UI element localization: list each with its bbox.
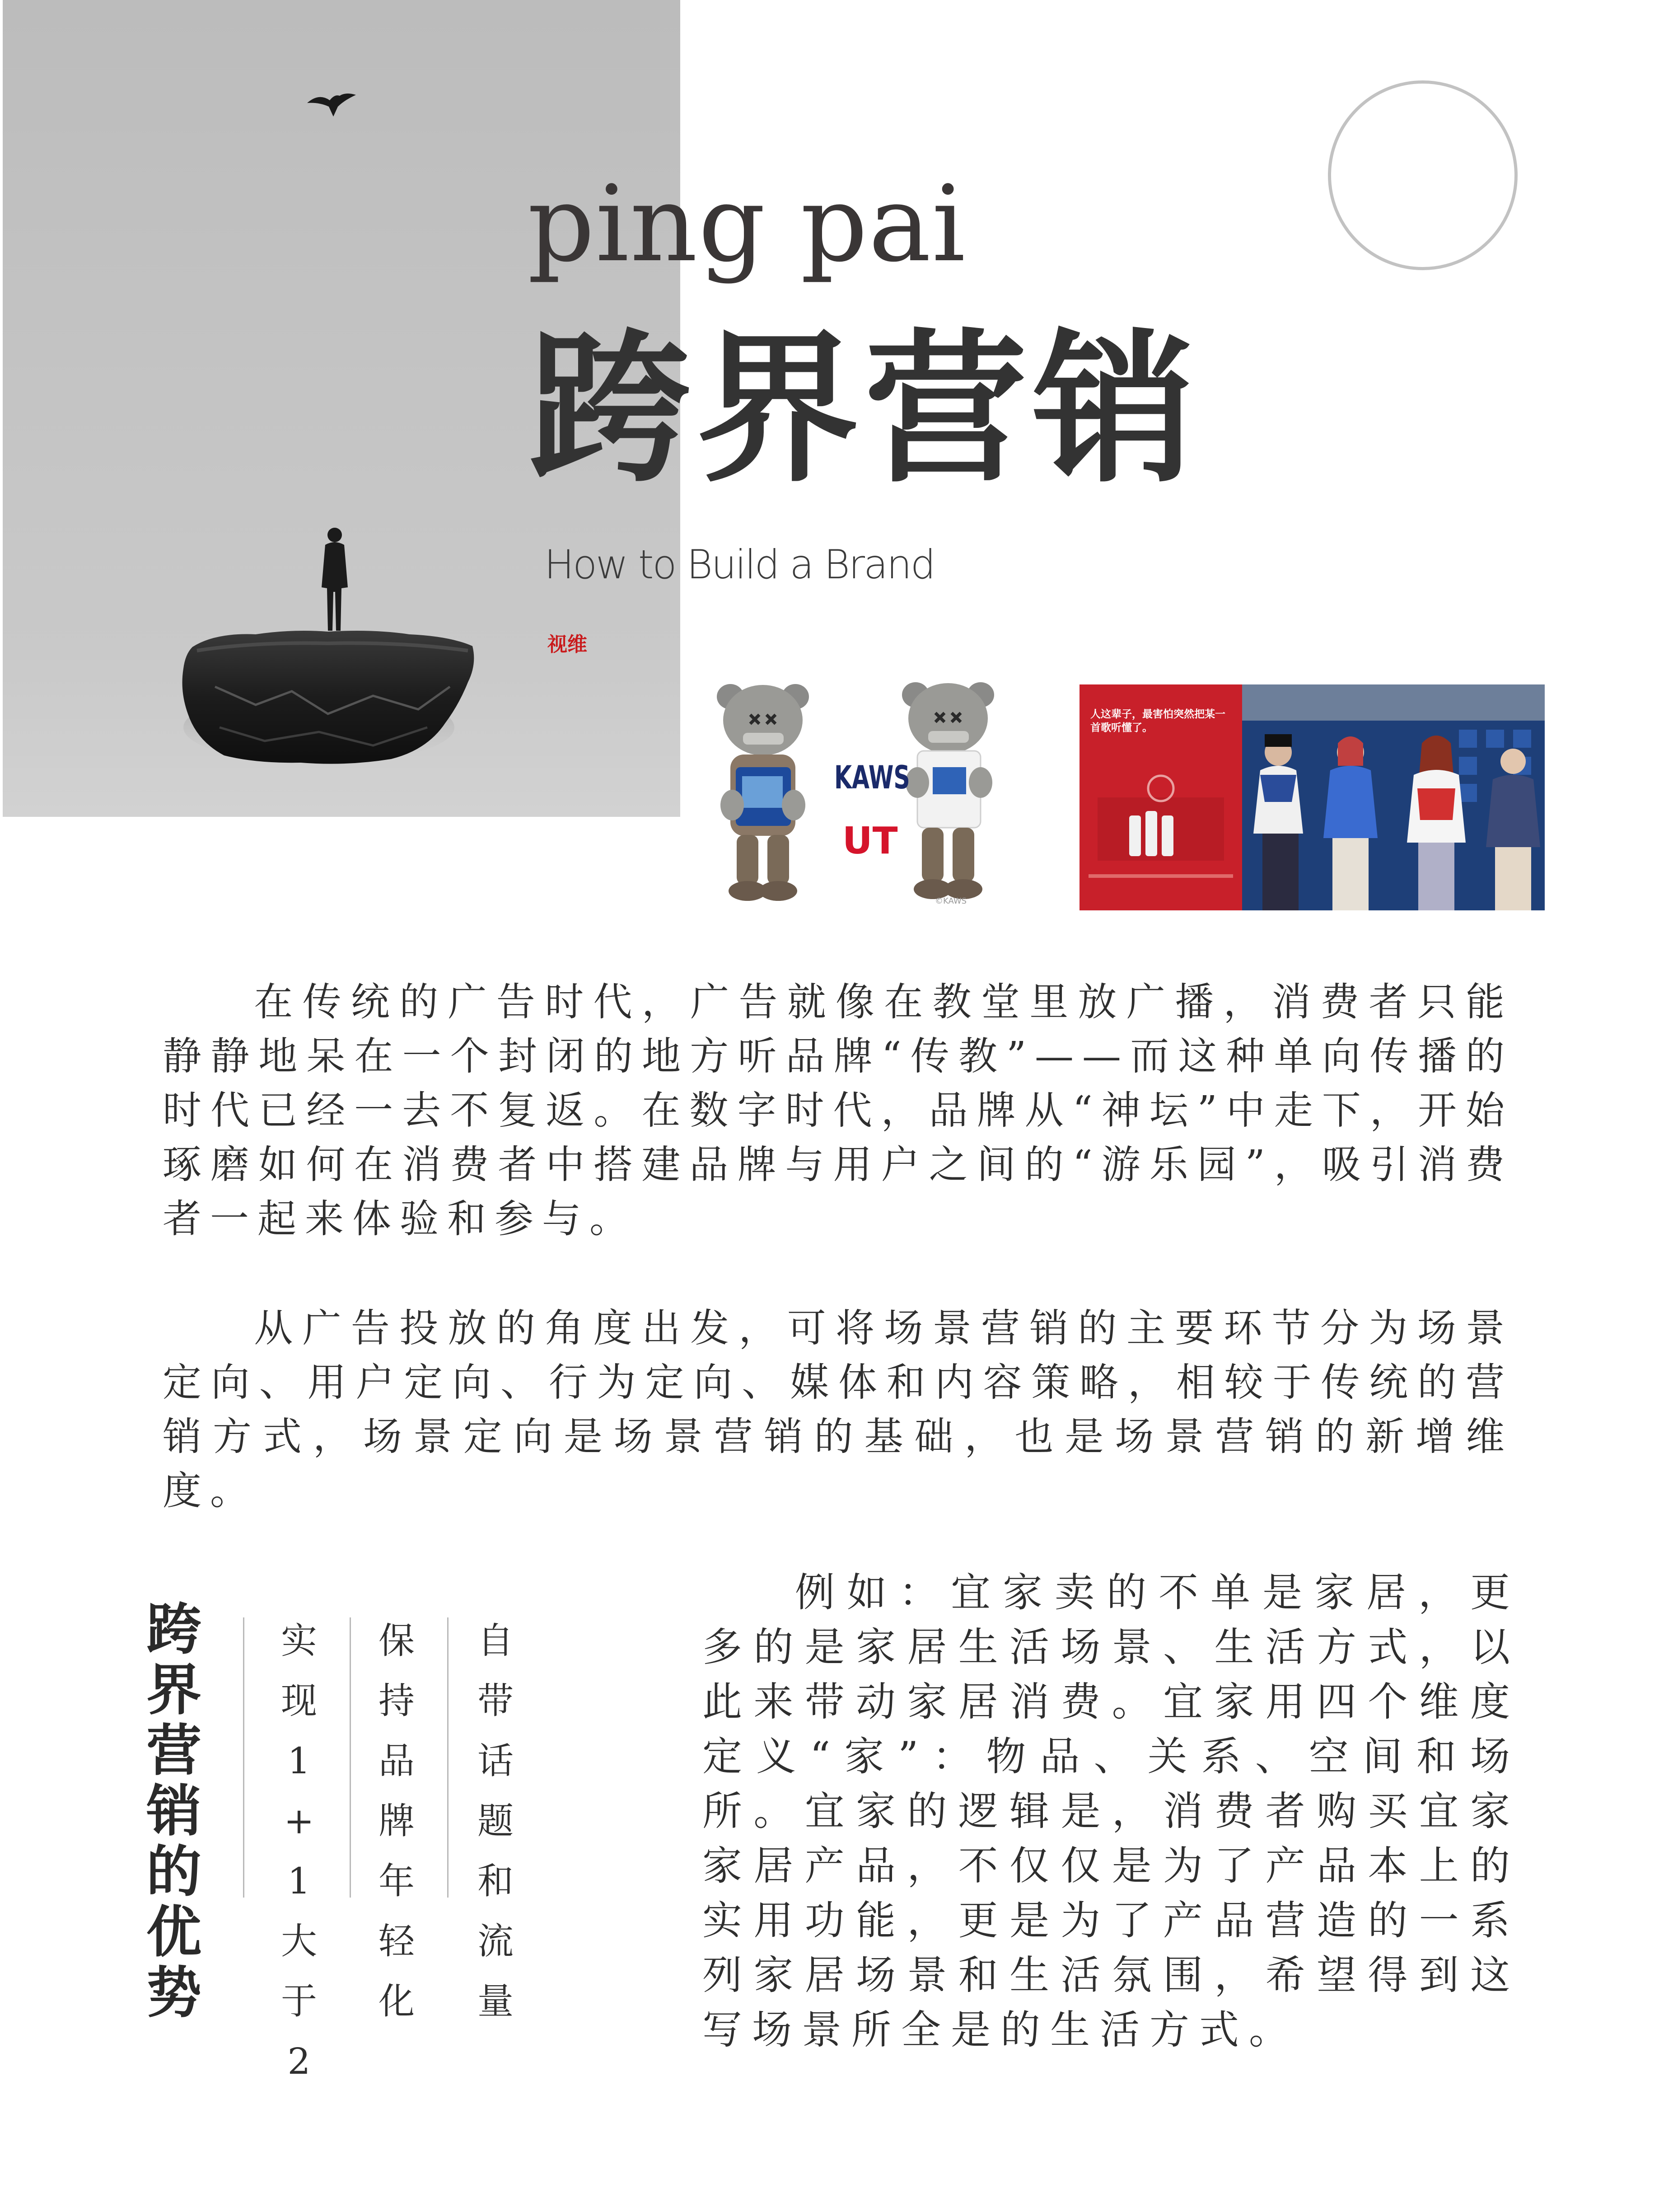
vertical-char: 1 — [287, 1860, 311, 1902]
vertical-char: 化 — [379, 1980, 415, 2022]
vertical-char: 年 — [379, 1860, 415, 1902]
kaws-figure-left — [717, 684, 809, 901]
vertical-char: 带 — [477, 1680, 514, 1722]
vertical-char: 品 — [379, 1740, 415, 1782]
vertical-char: 保 — [379, 1620, 415, 1662]
example-paragraph-text: 例如：宜家卖的不单是家居，更多的是家居生活场景、生活方式，以此来带动家居消费。宜家用四个维度定义“家”：物品、关系、空间和场所。宜家的逻辑是，消费者购买宜家家居产品，不仅仅是为了产品本上的实用功能，更是为了产品营造的一系列家居场景和生活氛围，希望得到这写场景所全是的生活方式。 — [702, 1569, 1520, 2053]
vertical-char: 话 — [477, 1740, 514, 1782]
paragraph-2-text: 从广告投放的角度出发，可将场景营销的主要环节分为场景定向、用户定向、行为定向、媒体和内容策略，相较于传统的营销方式，场景定向是场景营销的基础，也是场景营销的新增维度。 — [163, 1306, 1513, 1514]
vertical-char: 2 — [287, 2040, 311, 2082]
vertical-char: 跨 — [146, 1598, 201, 1662]
example-paragraph — [702, 1565, 1520, 2057]
vertical-char: 轻 — [379, 1920, 415, 1962]
kaws-ut-image — [707, 679, 1032, 914]
store-display-image — [1080, 684, 1545, 910]
vertical-char: 势 — [146, 1961, 201, 2025]
advantage-column-2 — [369, 1611, 424, 2031]
vertical-char: 题 — [477, 1800, 514, 1842]
vertical-char: 1 — [287, 1740, 311, 1782]
decorative-circle — [1328, 80, 1518, 270]
pinyin-title: ping pai — [528, 163, 967, 285]
vertical-char: 界 — [146, 1658, 201, 1722]
vertical-char: 牌 — [379, 1800, 415, 1842]
vertical-char: + — [284, 1800, 314, 1842]
vertical-char: 持 — [379, 1680, 415, 1722]
subtitle: How to Build a Brand — [544, 541, 935, 588]
column-divider — [350, 1617, 351, 1898]
paragraph-1-text: 在传统的广告时代，广告就像在教堂里放广播，消费者只能静静地呆在一个封闭的地方听品牌“传教”——而这种单向传播的时代已经一去不复返。在数字时代，品牌从“神坛”中走下，开始琢磨如何在消费者中搭建品牌与用户之间的“游乐园”，吸引消费者一起来体验和参与。 — [163, 979, 1513, 1242]
vertical-char: 自 — [477, 1620, 514, 1662]
kaws-label: KAWS — [834, 759, 910, 796]
vertical-char: 量 — [477, 1980, 514, 2022]
vertical-char: 大 — [281, 1920, 317, 1962]
kaws-figure-right — [902, 682, 994, 899]
ut-label: UT — [842, 820, 898, 862]
column-divider — [447, 1617, 449, 1898]
vertical-char: 于 — [281, 1980, 317, 2022]
kaws-figures-illustration — [707, 679, 1032, 914]
bird-icon — [307, 94, 356, 117]
vertical-char: 流 — [477, 1920, 514, 1962]
brand-mark: 视维 — [547, 633, 587, 656]
advantage-column-1 — [272, 1611, 326, 2091]
vertical-char: 现 — [281, 1680, 317, 1722]
vertical-char: 和 — [477, 1860, 514, 1902]
paragraph-1 — [163, 975, 1513, 1246]
poster-text: 人这辈子，最害怕突然把某一首歌听懂了。 — [1090, 708, 1225, 734]
advantages-heading — [142, 1599, 206, 2023]
paragraph-2 — [163, 1301, 1513, 1518]
vertical-char: 的 — [146, 1840, 201, 1904]
page-title: 跨界营销 — [528, 313, 1201, 504]
vertical-char: 销 — [146, 1779, 201, 1843]
vertical-char: 优 — [146, 1900, 201, 1964]
kaws-credit: ©KAWS — [935, 896, 967, 906]
advantage-column-3 — [468, 1611, 523, 2031]
column-divider — [243, 1617, 244, 1898]
vertical-char: 实 — [281, 1620, 317, 1662]
vertical-char: 营 — [146, 1719, 201, 1783]
person-silhouette — [322, 528, 348, 631]
